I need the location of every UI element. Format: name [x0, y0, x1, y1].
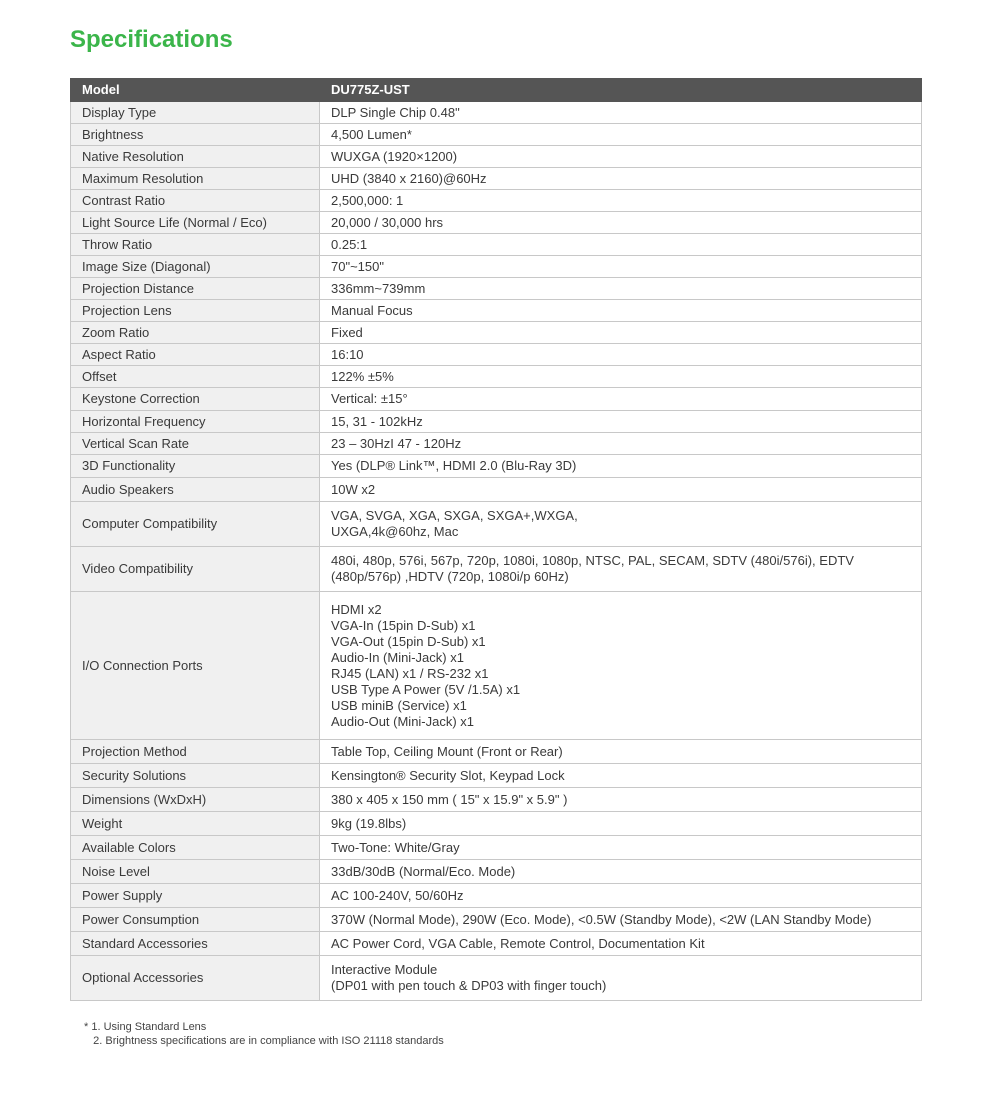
spec-value-line: Vertical: ±15°: [331, 391, 408, 406]
spec-label: Projection Lens: [71, 300, 320, 322]
table-row: [71, 788, 922, 812]
table-row: [71, 300, 922, 322]
spec-label: Aspect Ratio: [71, 344, 320, 366]
spec-label: 3D Functionality: [71, 455, 320, 478]
spec-value-line: Manual Focus: [331, 302, 413, 318]
spec-value-line: RJ45 (LAN) x1 / RS-232 x1: [331, 665, 489, 681]
table-row: [71, 908, 922, 932]
footnote-line: * 1. Using Standard Lens: [84, 1021, 207, 1033]
spec-value: [320, 764, 922, 788]
table-row: [71, 932, 922, 956]
spec-value-line: 336mm~739mm: [331, 280, 426, 296]
spec-label: Brightness: [71, 124, 320, 146]
table-body: [71, 102, 922, 1001]
spec-value-line: VGA-In (15pin D-Sub) x1: [331, 617, 476, 633]
spec-label: Dimensions (WxDxH): [71, 788, 320, 812]
spec-value: [320, 592, 922, 740]
spec-value: [320, 812, 922, 836]
footnotes: [84, 1020, 444, 1048]
spec-value-line: Audio-In (Mini-Jack) x1: [331, 649, 464, 665]
spec-value: [320, 212, 922, 234]
table-row: [71, 455, 922, 478]
spec-value-line: 370W (Normal Mode), 290W (Eco. Mode), <0.5W (Standby Mode), <2W (LAN Standby Mode): [331, 911, 872, 927]
spec-label: Projection Distance: [71, 278, 320, 300]
spec-value: [320, 234, 922, 256]
spec-value-line: WUXGA (1920×1200): [331, 148, 458, 164]
spec-value-line: DLP Single Chip 0.48": [331, 104, 460, 120]
spec-label: Noise Level: [71, 860, 320, 884]
spec-label: Contrast Ratio: [71, 190, 320, 212]
footnote-line: 2. Brightness specifications are in compliance with ISO 21118 standards: [84, 1035, 444, 1047]
table-row: [71, 884, 922, 908]
spec-value: [320, 478, 922, 502]
spec-label: Vertical Scan Rate: [71, 433, 320, 455]
spec-value: [320, 908, 922, 932]
spec-label: Offset: [71, 366, 320, 388]
spec-value: [320, 124, 922, 146]
spec-value-line: 33dB/30dB (Normal/Eco. Mode): [331, 863, 516, 879]
spec-label: Native Resolution: [71, 146, 320, 168]
spec-value-line: 2,500,000: 1: [331, 192, 404, 208]
table-row: [71, 366, 922, 388]
spec-label: Available Colors: [71, 836, 320, 860]
table-row: [71, 278, 922, 300]
spec-label: Image Size (Diagonal): [71, 256, 320, 278]
spec-value-line: 10W x2: [331, 481, 376, 497]
spec-label: Keystone Correction: [71, 388, 320, 411]
table-row: [71, 860, 922, 884]
spec-value: [320, 836, 922, 860]
table-row: [71, 433, 922, 455]
spec-value-line: 380 x 405 x 150 mm ( 15" x 15.9" x 5.9" ): [331, 791, 568, 807]
spec-value-line: 4,500 Lumen*: [331, 126, 412, 142]
spec-value-line: 15, 31 - 102kHz: [331, 413, 423, 429]
spec-label: Horizontal Frequency: [71, 411, 320, 433]
spec-value-line: 23 – 30HzI 47 - 120Hz: [331, 435, 462, 451]
spec-value: [320, 322, 922, 344]
spec-value-line: Two-Tone: White/Gray: [331, 839, 460, 855]
spec-value: [320, 455, 922, 478]
table-row: [71, 168, 922, 190]
spec-value: [320, 190, 922, 212]
spec-label: Video Compatibility: [71, 547, 320, 592]
spec-value-line: Kensington® Security Slot, Keypad Lock: [331, 767, 565, 783]
spec-value: [320, 300, 922, 322]
spec-value-line: USB miniB (Service) x1: [331, 697, 467, 713]
table-row: [71, 190, 922, 212]
spec-value-line: 16:10: [331, 346, 364, 362]
spec-value: [320, 433, 922, 455]
spec-value: [320, 411, 922, 433]
spec-value-line: UHD (3840 x 2160)@60Hz: [331, 170, 487, 186]
spec-value-line: UXGA,4k@60hz, Mac: [331, 524, 459, 539]
spec-label: Projection Method: [71, 740, 320, 764]
table-row: [71, 234, 922, 256]
spec-label: Power Consumption: [71, 908, 320, 932]
table-row: [71, 344, 922, 366]
spec-value-line: VGA, SVGA, XGA, SXGA, SXGA+,WXGA,: [331, 508, 578, 523]
spec-label: Security Solutions: [71, 764, 320, 788]
spec-value-line: 9kg (19.8lbs): [331, 815, 407, 831]
table-row: [71, 836, 922, 860]
spec-label: Audio Speakers: [71, 478, 320, 502]
spec-label: Display Type: [71, 102, 320, 124]
spec-value-line: HDMI x2: [331, 601, 382, 617]
spec-value-line: AC 100-240V, 50/60Hz: [331, 887, 464, 903]
spec-value: [320, 932, 922, 956]
spec-value-line: Fixed: [331, 324, 363, 340]
table-row: [71, 146, 922, 168]
spec-label: Throw Ratio: [71, 234, 320, 256]
spec-value-line: Yes (DLP® Link™, HDMI 2.0 (Blu-Ray 3D): [331, 458, 577, 473]
header-model-value: DU775Z-UST: [320, 79, 922, 102]
spec-label: Maximum Resolution: [71, 168, 320, 190]
table-row: [71, 956, 922, 1001]
table-row: [71, 411, 922, 433]
table-row: [71, 388, 922, 411]
spec-value: [320, 102, 922, 124]
spec-value: [320, 860, 922, 884]
table-row: [71, 256, 922, 278]
spec-value: [320, 278, 922, 300]
spec-value-line: Interactive Module: [331, 962, 438, 977]
table-row: [71, 764, 922, 788]
spec-value-line: 122% ±5%: [331, 368, 394, 384]
table-header-row: [71, 79, 922, 102]
spec-value: [320, 146, 922, 168]
spec-value: [320, 740, 922, 764]
spec-label: Optional Accessories: [71, 956, 320, 1001]
table-row: [71, 478, 922, 502]
specifications-table: [70, 78, 922, 1001]
spec-value: [320, 502, 922, 547]
spec-value: [320, 366, 922, 388]
spec-value: [320, 956, 922, 1001]
table-row: [71, 812, 922, 836]
spec-value-line: Audio-Out (Mini-Jack) x1: [331, 713, 475, 729]
spec-value: [320, 168, 922, 190]
spec-label: Weight: [71, 812, 320, 836]
table-row: [71, 740, 922, 764]
table-row: [71, 502, 922, 547]
table-row: [71, 102, 922, 124]
spec-value-line: 70"~150": [331, 258, 384, 274]
spec-value-line: Table Top, Ceiling Mount (Front or Rear): [331, 743, 563, 759]
page-title: Specifications: [70, 26, 233, 53]
spec-value-line: VGA-Out (15pin D-Sub) x1: [331, 633, 486, 649]
spec-label: Power Supply: [71, 884, 320, 908]
spec-value-line: AC Power Cord, VGA Cable, Remote Control, Documentation Kit: [331, 935, 705, 951]
spec-value: [320, 788, 922, 812]
spec-label: I/O Connection Ports: [71, 592, 320, 740]
table-row: [71, 322, 922, 344]
spec-value: [320, 256, 922, 278]
spec-label: Computer Compatibility: [71, 502, 320, 547]
table-row: [71, 124, 922, 146]
spec-label: Standard Accessories: [71, 932, 320, 956]
table-row: [71, 212, 922, 234]
table-row: [71, 547, 922, 592]
spec-value-line: 0.25:1: [331, 236, 368, 252]
spec-value-line: 480i, 480p, 576i, 567p, 720p, 1080i, 1080p, NTSC, PAL, SECAM, SDTV (480i/576i), EDTV: [331, 553, 854, 568]
spec-value-line: (DP01 with pen touch & DP03 with finger touch): [331, 978, 607, 993]
spec-label: Light Source Life (Normal / Eco): [71, 212, 320, 234]
spec-value-line: 20,000 / 30,000 hrs: [331, 214, 444, 230]
spec-value-line: USB Type A Power (5V /1.5A) x1: [331, 681, 521, 697]
spec-value: [320, 547, 922, 592]
spec-label: Zoom Ratio: [71, 322, 320, 344]
spec-value: [320, 344, 922, 366]
table-row: [71, 592, 922, 740]
spec-value: [320, 388, 922, 411]
spec-value-line: (480p/576p) ,HDTV (720p, 1080i/p 60Hz): [331, 569, 569, 584]
header-label: Model: [71, 79, 320, 102]
spec-value: [320, 884, 922, 908]
